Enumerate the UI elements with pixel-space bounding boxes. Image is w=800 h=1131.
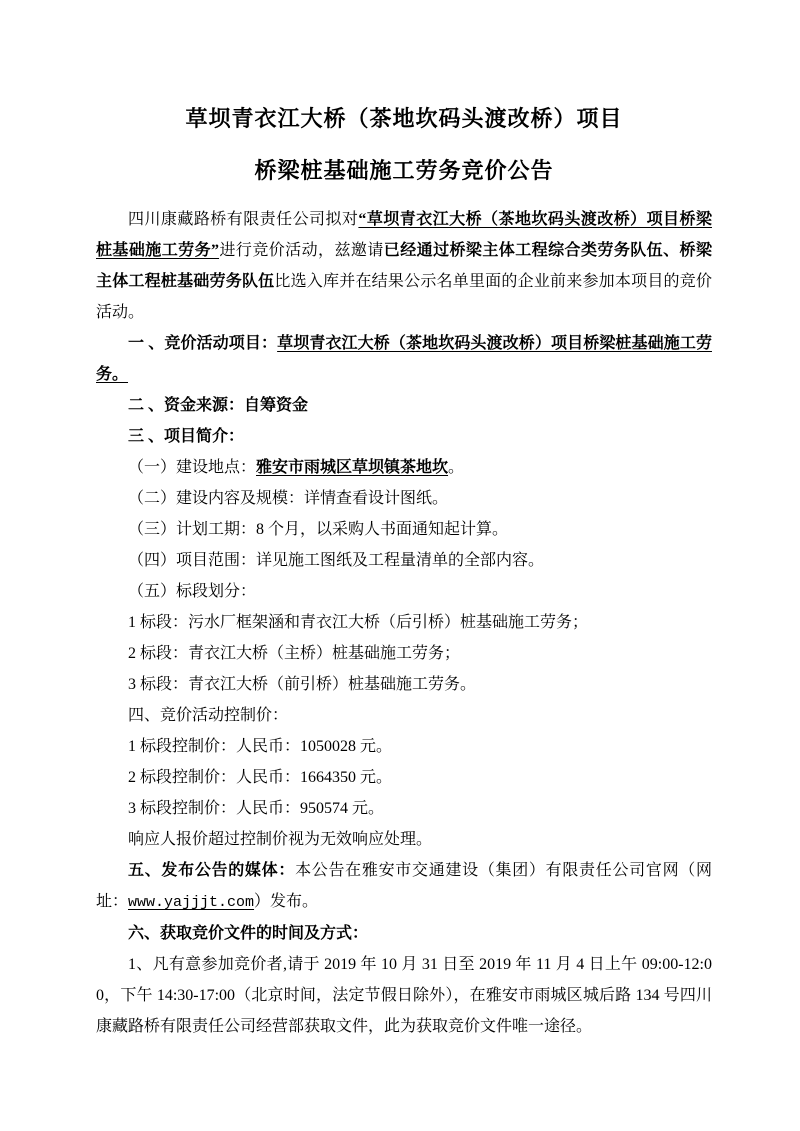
section-5-label: 五、发布公告的媒体： [128,862,296,879]
intro-run-2: 进行竞价活动，兹邀请 [219,242,384,259]
item-3-schedule: （三）计划工期：8 个月，以采购人书面通知起计算。 [128,521,509,538]
section-4-control-price: 四、竞价活动控制价： [128,707,289,724]
intro-run-3: 比选入库并在结果公示名单里面的企业前来参加本项目的竞价活动。 [96,273,712,321]
document-title-line2: 桥梁桩基础施工劳务竞价公告 [254,158,554,183]
control-price-2: 2 标段控制价：人民币：1664350 元。 [128,769,393,786]
section-2-label: 二 、资金来源： [128,397,245,414]
section-6-obtain-documents: 六、获取竞价文件的时间及方式： [128,925,369,942]
lot-1: 1 标段：污水厂框架涵和青衣江大桥（后引桥）桩基础施工劳务； [128,614,589,631]
document-title-line1: 草坝青衣江大桥（茶地坎码头渡改桥）项目 [185,106,623,131]
website-link[interactable]: www.yajjjt.com [128,894,255,911]
section-2-funding [96,390,712,421]
section-3-overview: 三 、项目简介： [128,428,245,445]
intro-paragraph [96,204,712,328]
item-1-value: 雅安市雨城区草坝镇茶地坎 [256,459,449,476]
intro-qualified-teams: 已经通过桥梁主体工程综合类劳务队伍、桥梁主体工程桩基础劳务队伍 [96,242,712,290]
section-5-media [96,855,712,918]
control-price-1: 1 标段控制价：人民币：1050028 元。 [128,738,393,755]
lot-3: 3 标段：青衣江大桥（前引桥）桩基础施工劳务。 [128,676,477,693]
obtain-notice-1: 1、凡有意参加竞价者,请于 2019 年 10 月 31 日至 2019 年 11 月 4 日上午 09:00-12:00，下午 14:30-17:00（北京时间，法定节假日除外），在雅安市雨城区城后路 134 号四川康藏路桥有限责任公司经营部获取文件，此为获取竞价文件唯一途径。 [96,956,712,1035]
item-1-location [96,452,712,483]
section-5-run-2: ）发布。 [254,893,319,910]
lot-2: 2 标段：青衣江大桥（主桥）桩基础施工劳务； [128,645,461,662]
item-1-suffix: 。 [448,459,465,476]
section-2-value: 自筹资金 [244,397,309,414]
section-1-project [96,328,712,390]
control-price-note: 响应人报价超过控制价视为无效响应处理。 [128,831,433,848]
item-5-lot-division: （五）标段划分： [128,583,257,600]
item-4-range: （四）项目范围：详见施工图纸及工程量清单的全部内容。 [128,552,545,569]
section-1-label: 一 、竞价活动项目： [128,335,278,352]
item-2-scope: （二）建设内容及规模：详情查看设计图纸。 [128,490,449,507]
intro-project-quote: “草坝青衣江大桥（茶地坎码头渡改桥）项目桥梁桩基础施工劳务” [96,211,712,259]
intro-run-1: 四川康藏路桥有限责任公司拟对 [128,211,359,228]
item-1-label: （一）建设地点： [128,459,257,476]
section-5-run-1: 本公告在雅安市交通建设（集团）有限责任公司官网（网址： [96,862,712,910]
control-price-3: 3 标段控制价：人民币：950574 元。 [128,800,385,817]
section-1-project-name: 草坝青衣江大桥（茶地坎码头渡改桥）项目桥梁桩基础施工劳务。 [96,335,712,383]
